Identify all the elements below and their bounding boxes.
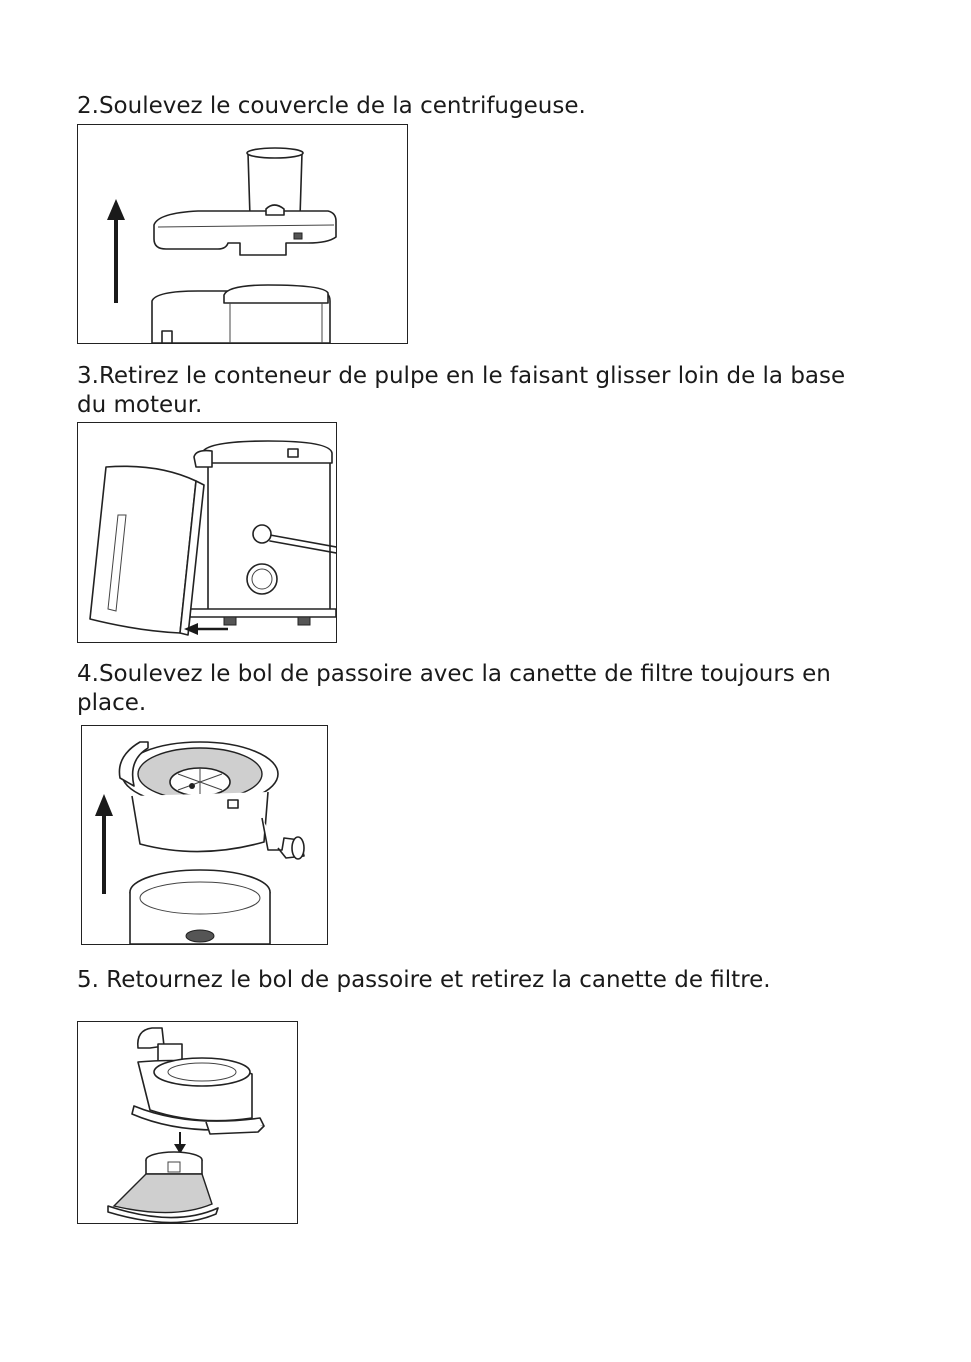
step-5-illustration	[77, 1021, 298, 1224]
pulp-container-diagram	[78, 423, 336, 642]
lid-lift-diagram	[78, 125, 407, 343]
step-4-illustration	[81, 725, 328, 945]
step-2-instruction: 2.Soulevez le couvercle de la centrifugeuse.	[77, 93, 586, 119]
step-3-instruction: 3.Retirez le conteneur de pulpe en le faisant glisser loin de la base du moteur.	[77, 363, 846, 418]
up-arrow-icon	[107, 199, 125, 220]
step-4-instruction: 4.Soulevez le bol de passoire avec la canette de filtre toujours en place.	[77, 661, 831, 716]
filter-basket-removal-diagram	[78, 1022, 297, 1223]
step-3-illustration	[77, 422, 337, 643]
strainer-bowl-lift-diagram	[82, 726, 327, 944]
step-2-illustration	[77, 124, 408, 344]
up-arrow-icon	[95, 794, 113, 816]
step-5-instruction: 5. Retournez le bol de passoire et retirez la canette de filtre.	[77, 967, 771, 993]
